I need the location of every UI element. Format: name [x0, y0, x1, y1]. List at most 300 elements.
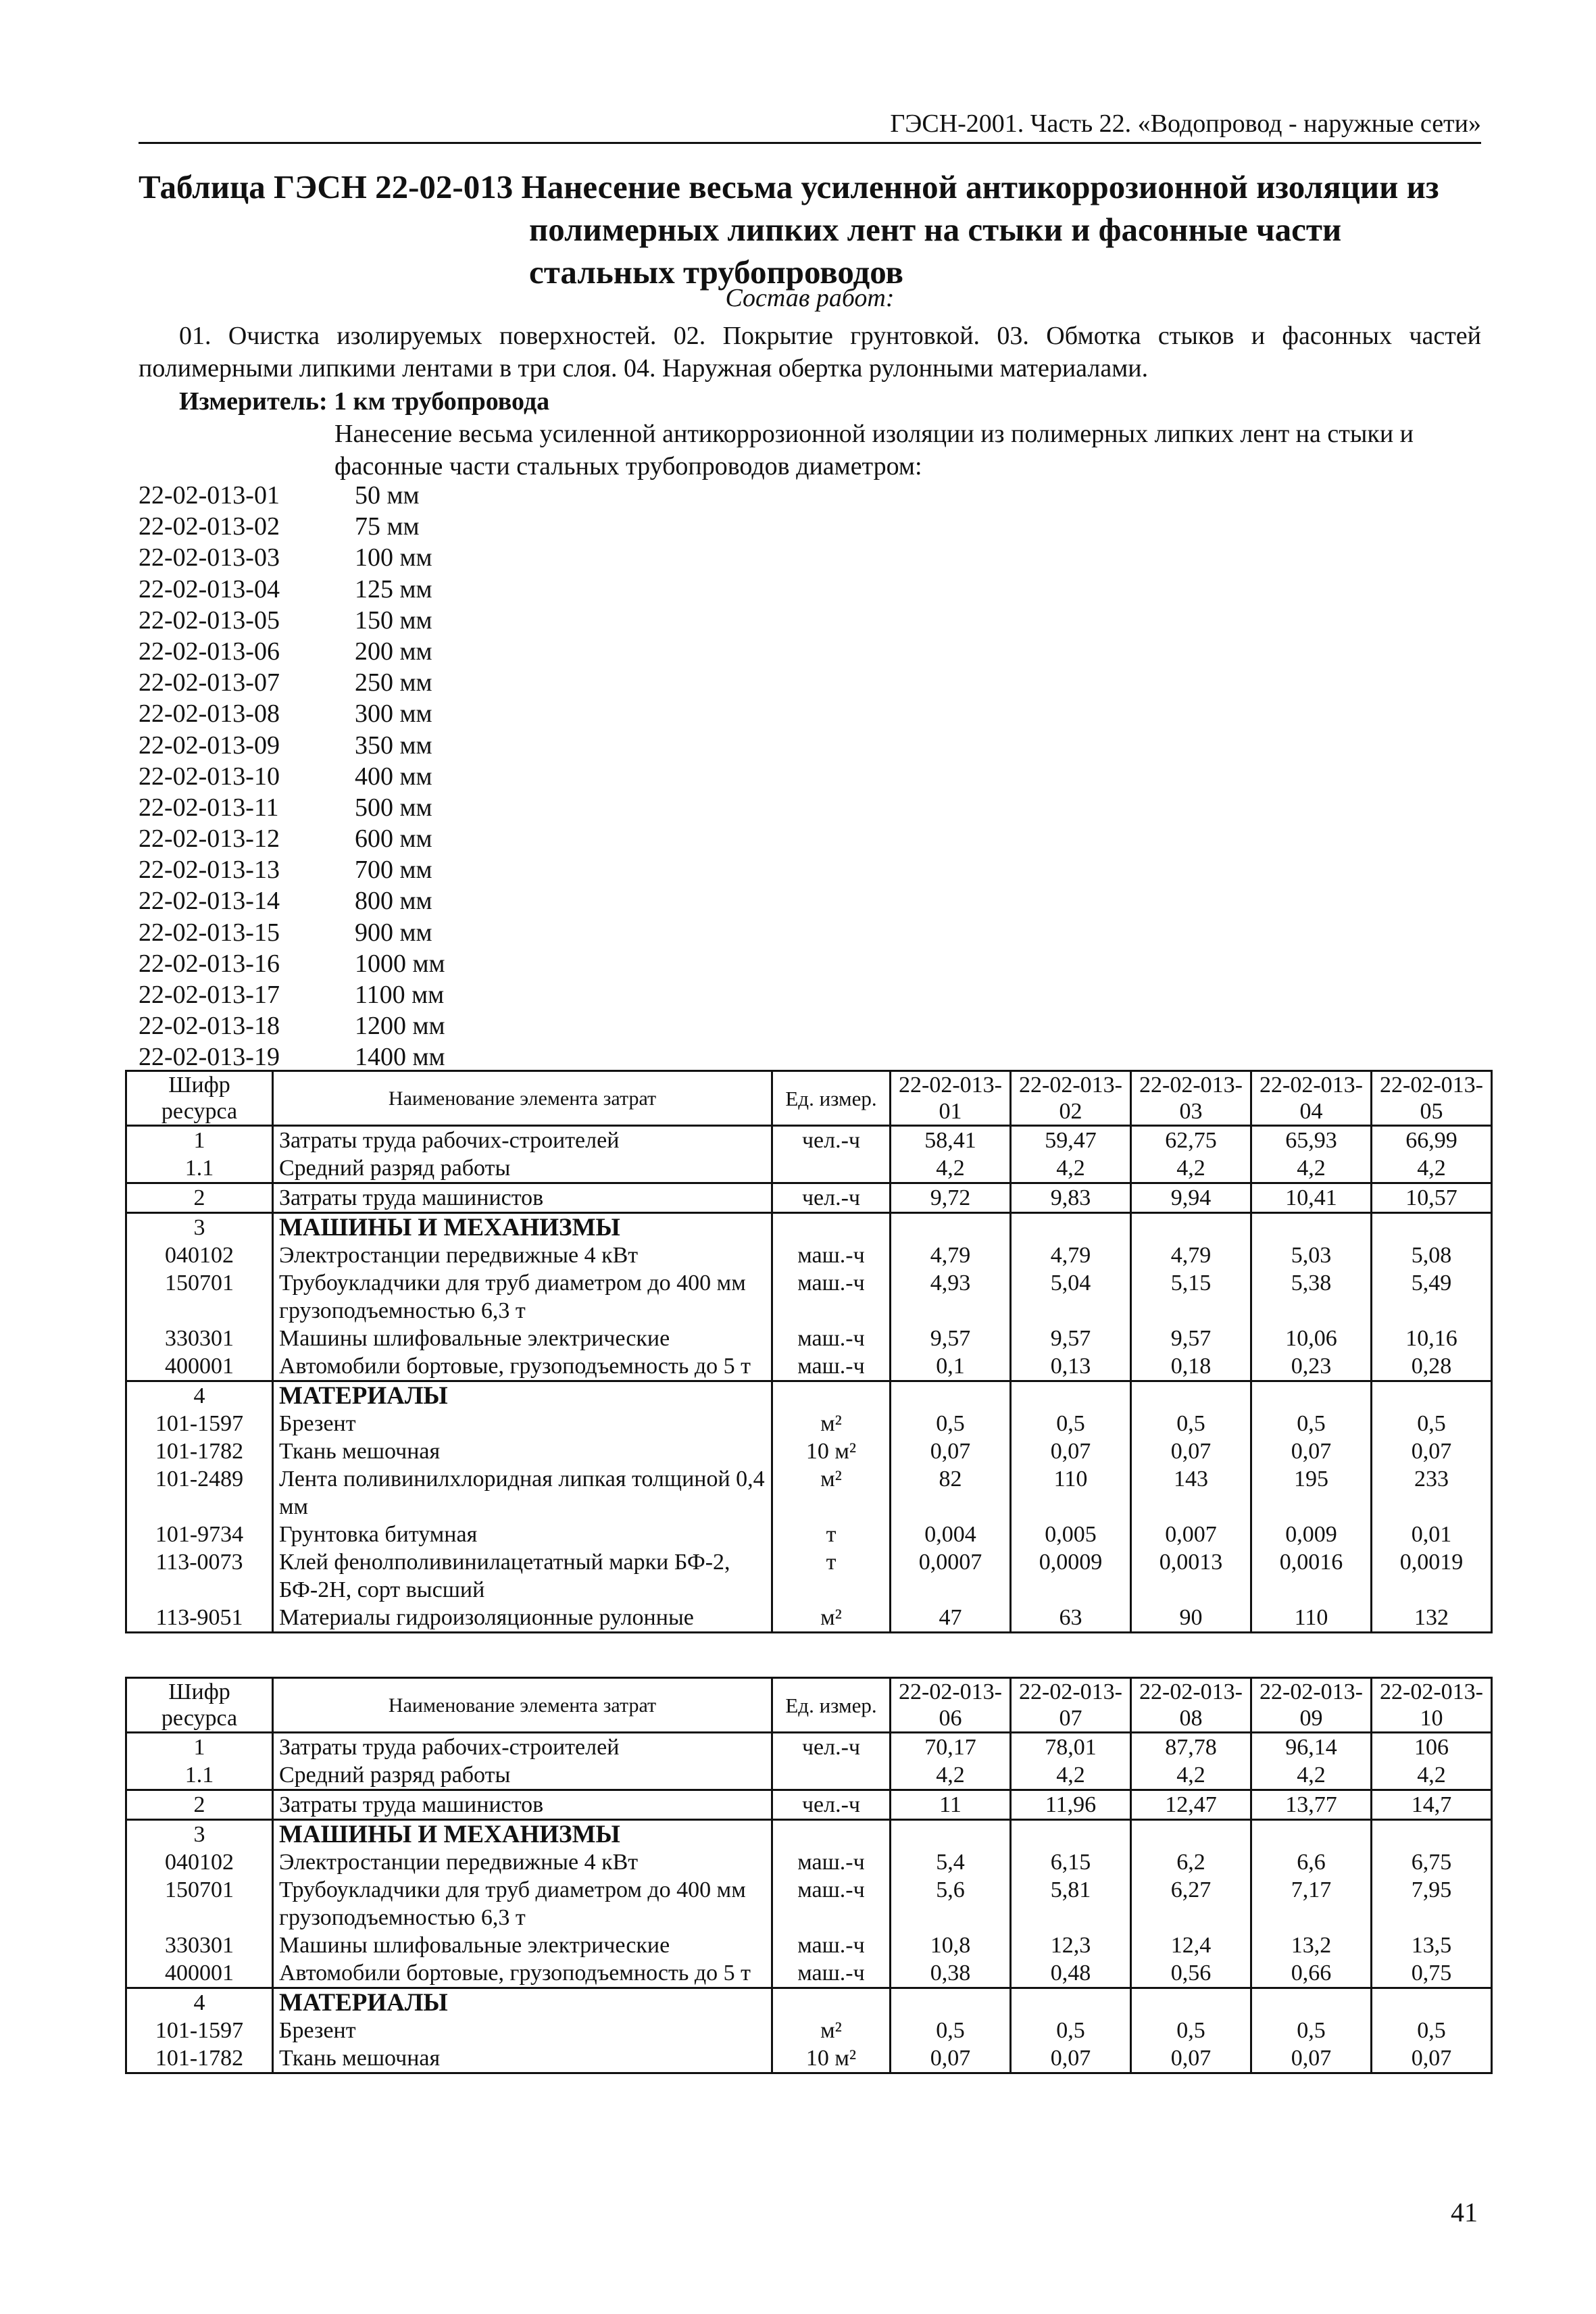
norm-code: 22-02-013-10	[139, 762, 280, 791]
norm-code: 22-02-013-04	[139, 574, 280, 604]
table-row	[126, 1931, 1492, 1959]
resource-value: 5,4	[891, 1848, 1011, 1876]
pipe-diameter: 350 мм	[355, 731, 432, 760]
resource-unit: м²	[772, 1465, 891, 1521]
resource-value	[1131, 1213, 1251, 1242]
resource-code: 040102	[126, 1848, 273, 1876]
header-code: Шифр ресурса	[126, 1071, 273, 1126]
resource-value: 9,57	[1131, 1325, 1251, 1352]
resource-value: 10,16	[1372, 1325, 1492, 1352]
table-row	[126, 1325, 1492, 1352]
resource-value	[1251, 1381, 1372, 1410]
resource-value: 0,5	[1372, 1410, 1492, 1437]
resource-name: Машины шлифовальные электрические	[273, 1931, 772, 1959]
pipe-diameter: 700 мм	[355, 856, 432, 885]
resource-unit: маш.-ч	[772, 1848, 891, 1876]
resource-value: 59,47	[1011, 1126, 1131, 1155]
header-column: 22-02-013-06	[891, 1678, 1011, 1733]
resource-name: МАШИНЫ И МЕХАНИЗМЫ	[273, 1213, 772, 1242]
resource-value: 0,0016	[1251, 1548, 1372, 1604]
measure-unit: Измеритель: 1 км трубопровода	[179, 387, 550, 416]
code-list-item	[139, 854, 557, 885]
resource-value: 65,93	[1251, 1126, 1372, 1155]
table-title	[139, 166, 1490, 293]
resource-value: 11	[891, 1790, 1011, 1820]
norm-code: 22-02-013-02	[139, 512, 280, 541]
norm-code: 22-02-013-17	[139, 981, 280, 1009]
norm-code: 22-02-013-12	[139, 824, 280, 854]
resource-name: Лента поливинилхлоридная липкая толщиной 0,4 мм	[273, 1465, 772, 1521]
resource-value	[1251, 1988, 1372, 2017]
resource-unit	[772, 1988, 891, 2017]
resource-name: Автомобили бортовые, грузоподъемность до 5 т	[273, 1959, 772, 1988]
resource-value: 9,57	[891, 1325, 1011, 1352]
pipe-diameter: 1400 мм	[355, 1043, 445, 1072]
resource-value: 82	[891, 1465, 1011, 1521]
code-list-item	[139, 511, 557, 542]
resource-value: 10,06	[1251, 1325, 1372, 1352]
pipe-diameter: 800 мм	[355, 887, 432, 916]
norm-code: 22-02-013-16	[139, 949, 280, 978]
norm-code: 22-02-013-09	[139, 731, 280, 760]
code-list-item	[139, 792, 557, 823]
resource-value: 0,1	[891, 1352, 1011, 1381]
table-row	[126, 1381, 1492, 1410]
resource-code: 4	[126, 1381, 273, 1410]
resource-unit: маш.-ч	[772, 1352, 891, 1381]
resource-value: 4,2	[1011, 1154, 1131, 1183]
norm-code: 22-02-013-11	[139, 793, 279, 822]
resource-value: 0,13	[1011, 1352, 1131, 1381]
resource-code: 4	[126, 1988, 273, 2017]
resource-value: 6,75	[1372, 1848, 1492, 1876]
resource-code: 3	[126, 1820, 273, 1849]
table-row	[126, 1848, 1492, 1876]
resource-value: 62,75	[1131, 1126, 1251, 1155]
code-list-item	[139, 574, 557, 605]
code-list-item	[139, 480, 557, 511]
resource-value: 0,5	[1251, 1410, 1372, 1437]
norm-code: 22-02-013-18	[139, 1012, 280, 1041]
resource-value: 4,2	[1131, 1154, 1251, 1183]
resource-value: 96,14	[1251, 1733, 1372, 1762]
resource-unit: 10 м²	[772, 1437, 891, 1465]
pipe-diameter: 75 мм	[355, 512, 420, 541]
resource-value: 0,5	[1011, 1410, 1131, 1437]
resource-value: 0,5	[1372, 2017, 1492, 2044]
resource-value	[1372, 1988, 1492, 2017]
resource-name: Затраты труда машинистов	[273, 1183, 772, 1213]
resource-unit: маш.-ч	[772, 1959, 891, 1988]
resource-value	[891, 1988, 1011, 2017]
resource-value: 5,04	[1011, 1269, 1131, 1325]
resource-code: 101-1597	[126, 2017, 273, 2044]
resource-name: МАШИНЫ И МЕХАНИЗМЫ	[273, 1820, 772, 1849]
table-row	[126, 1126, 1492, 1155]
header-column: 22-02-013-05	[1372, 1071, 1492, 1126]
resource-code: 1	[126, 1126, 273, 1155]
resource-value	[1011, 1381, 1131, 1410]
resource-name: Электростанции передвижные 4 кВт	[273, 1241, 772, 1269]
resource-value	[1131, 1988, 1251, 2017]
resource-name: МАТЕРИАЛЫ	[273, 1381, 772, 1410]
header-name: Наименование элемента затрат	[273, 1071, 772, 1126]
code-list-item	[139, 698, 557, 729]
resource-code: 2	[126, 1183, 273, 1213]
resource-name: Средний разряд работы	[273, 1154, 772, 1183]
norm-description: Нанесение весьма усиленной антикоррозионной изоляции из полимерных липких лент на стыки и фасонные части стальных трубопроводов диаметром:	[334, 420, 1414, 481]
work-composition-heading: Состав работ:	[725, 284, 895, 312]
norm-code: 22-02-013-15	[139, 918, 280, 947]
resource-name: Электростанции передвижные 4 кВт	[273, 1848, 772, 1876]
page-number: 41	[1451, 2197, 1478, 2227]
table-row	[126, 1733, 1492, 1762]
resource-value: 58,41	[891, 1126, 1011, 1155]
resource-value: 9,83	[1011, 1183, 1131, 1213]
resource-value: 4,2	[1131, 1761, 1251, 1790]
resource-value: 6,27	[1131, 1876, 1251, 1931]
table-row	[126, 1521, 1492, 1548]
table-title-line-3: стальных трубопроводов	[529, 253, 903, 291]
norm-code: 22-02-013-13	[139, 856, 280, 885]
resource-unit	[772, 1761, 891, 1790]
resource-value: 10,41	[1251, 1183, 1372, 1213]
code-list-item	[139, 1010, 557, 1041]
resource-name: Трубоукладчики для труб диаметром до 400 мм грузоподъемностью 6,3 т	[273, 1876, 772, 1931]
resource-value: 5,38	[1251, 1269, 1372, 1325]
resource-value: 13,5	[1372, 1931, 1492, 1959]
resource-unit: маш.-ч	[772, 1931, 891, 1959]
resource-code: 113-0073	[126, 1548, 273, 1604]
resource-code: 113-9051	[126, 1604, 273, 1633]
pipe-diameter: 900 мм	[355, 918, 432, 947]
resource-code: 101-1782	[126, 2044, 273, 2073]
code-list-item	[139, 636, 557, 667]
resource-name: Брезент	[273, 2017, 772, 2044]
table-row	[126, 1213, 1492, 1242]
resource-value: 0,0009	[1011, 1548, 1131, 1604]
header-column: 22-02-013-01	[891, 1071, 1011, 1126]
resource-value	[1131, 1381, 1251, 1410]
resource-value: 4,2	[891, 1154, 1011, 1183]
resource-value: 9,94	[1131, 1183, 1251, 1213]
resource-unit: 10 м²	[772, 2044, 891, 2073]
table-row	[126, 1183, 1492, 1213]
resource-value: 47	[891, 1604, 1011, 1633]
resource-value: 0,07	[1372, 1437, 1492, 1465]
resource-value: 9,57	[1011, 1325, 1131, 1352]
resource-value: 70,17	[891, 1733, 1011, 1762]
resource-value: 4,2	[1372, 1154, 1492, 1183]
resource-name: Ткань мешочная	[273, 2044, 772, 2073]
resource-value: 4,79	[1011, 1241, 1131, 1269]
resource-value: 110	[1251, 1604, 1372, 1633]
resource-value: 0,48	[1011, 1959, 1131, 1988]
header-column: 22-02-013-10	[1372, 1678, 1492, 1733]
resource-value: 13,2	[1251, 1931, 1372, 1959]
header-unit: Ед. измер.	[772, 1678, 891, 1733]
resource-unit: чел.-ч	[772, 1790, 891, 1820]
resource-value	[1372, 1381, 1492, 1410]
resource-name: Затраты труда рабочих-строителей	[273, 1126, 772, 1155]
code-list-item	[139, 917, 557, 948]
resource-value: 0,0013	[1131, 1548, 1251, 1604]
resource-value: 12,4	[1131, 1931, 1251, 1959]
resource-unit: чел.-ч	[772, 1733, 891, 1762]
resource-value: 0,0019	[1372, 1548, 1492, 1604]
resource-value: 143	[1131, 1465, 1251, 1521]
resource-value: 63	[1011, 1604, 1131, 1633]
resource-name: МАТЕРИАЛЫ	[273, 1988, 772, 2017]
resource-value: 0,28	[1372, 1352, 1492, 1381]
norm-table-1	[125, 1070, 1493, 1633]
resource-value: 0,5	[891, 1410, 1011, 1437]
resource-unit: т	[772, 1548, 891, 1604]
resource-value: 0,07	[1131, 2044, 1251, 2073]
resource-value	[1011, 1988, 1131, 2017]
resource-unit: м²	[772, 2017, 891, 2044]
code-list-item	[139, 542, 557, 573]
code-list-item	[139, 667, 557, 698]
resource-unit	[772, 1154, 891, 1183]
resource-unit: чел.-ч	[772, 1183, 891, 1213]
resource-value	[1251, 1820, 1372, 1849]
resource-value: 0,5	[1131, 2017, 1251, 2044]
resource-value: 4,2	[1011, 1761, 1131, 1790]
resource-value: 106	[1372, 1733, 1492, 1762]
resource-value: 78,01	[1011, 1733, 1131, 1762]
resource-value	[1251, 1213, 1372, 1242]
pipe-diameter: 100 мм	[355, 543, 432, 572]
resource-unit: м²	[772, 1410, 891, 1437]
table-row	[126, 1790, 1492, 1820]
norm-code: 22-02-013-05	[139, 606, 280, 635]
resource-code: 101-9734	[126, 1521, 273, 1548]
resource-code: 101-2489	[126, 1465, 273, 1521]
resource-code: 150701	[126, 1876, 273, 1931]
resource-value	[1011, 1213, 1131, 1242]
table-row	[126, 1410, 1492, 1437]
resource-name: Материалы гидроизоляционные рулонные	[273, 1604, 772, 1633]
resource-value	[1372, 1213, 1492, 1242]
resource-value: 0,07	[1011, 2044, 1131, 2073]
resource-unit: маш.-ч	[772, 1269, 891, 1325]
resource-code: 400001	[126, 1959, 273, 1988]
resource-unit	[772, 1381, 891, 1410]
resource-unit: маш.-ч	[772, 1325, 891, 1352]
resource-value: 90	[1131, 1604, 1251, 1633]
table-row	[126, 1876, 1492, 1931]
header-column: 22-02-013-07	[1011, 1678, 1131, 1733]
resource-value: 5,49	[1372, 1269, 1492, 1325]
resource-value: 0,38	[891, 1959, 1011, 1988]
resource-value	[1131, 1820, 1251, 1849]
table-title-line-2: полимерных липких лент на стыки и фасонные части	[529, 211, 1342, 248]
resource-name: Ткань мешочная	[273, 1437, 772, 1465]
pipe-diameter: 150 мм	[355, 606, 432, 635]
resource-value: 0,004	[891, 1521, 1011, 1548]
resource-unit: маш.-ч	[772, 1241, 891, 1269]
norm-code: 22-02-013-14	[139, 887, 280, 916]
code-list-item	[139, 605, 557, 636]
code-list-item	[139, 730, 557, 761]
header-column: 22-02-013-03	[1131, 1071, 1251, 1126]
resource-value: 0,66	[1251, 1959, 1372, 1988]
resource-value	[891, 1213, 1011, 1242]
resource-value: 0,23	[1251, 1352, 1372, 1381]
resource-code: 150701	[126, 1269, 273, 1325]
code-list-item	[139, 1041, 557, 1073]
resource-value	[891, 1820, 1011, 1849]
resource-value: 11,96	[1011, 1790, 1131, 1820]
resource-value: 4,93	[891, 1269, 1011, 1325]
work-composition-text: 01. Очистка изолируемых поверхностей. 02. Покрытие грунтовкой. 03. Обмотка стыков и фасонных частей полимерными липкими лентами в три слоя. 04. Наружная обертка рулонными материалами.	[139, 322, 1481, 383]
pipe-diameter: 50 мм	[355, 481, 420, 510]
pipe-diameter: 1000 мм	[355, 949, 445, 978]
resource-name: Грунтовка битумная	[273, 1521, 772, 1548]
resource-value: 0,007	[1131, 1521, 1251, 1548]
resource-code: 2	[126, 1790, 273, 1820]
header-column: 22-02-013-04	[1251, 1071, 1372, 1126]
pipe-diameter: 600 мм	[355, 824, 432, 854]
table-row	[126, 2017, 1492, 2044]
resource-code: 040102	[126, 1241, 273, 1269]
resource-value: 5,15	[1131, 1269, 1251, 1325]
resource-value: 7,17	[1251, 1876, 1372, 1931]
resource-value: 6,6	[1251, 1848, 1372, 1876]
resource-value: 233	[1372, 1465, 1492, 1521]
code-list	[139, 480, 557, 1073]
resource-value: 195	[1251, 1465, 1372, 1521]
resource-code: 1.1	[126, 1154, 273, 1183]
resource-name: Затраты труда машинистов	[273, 1790, 772, 1820]
table-row	[126, 1352, 1492, 1381]
table-row	[126, 1761, 1492, 1790]
resource-value: 0,5	[1251, 2017, 1372, 2044]
resource-value: 4,2	[1251, 1761, 1372, 1790]
pipe-diameter: 250 мм	[355, 668, 432, 697]
resource-unit: м²	[772, 1604, 891, 1633]
table-row	[126, 1959, 1492, 1988]
resource-value: 132	[1372, 1604, 1492, 1633]
norm-code: 22-02-013-01	[139, 481, 280, 510]
resource-value: 0,75	[1372, 1959, 1492, 1988]
resource-unit	[772, 1820, 891, 1849]
resource-name: Клей фенолполивинилацетатный марки БФ-2, БФ-2Н, сорт высший	[273, 1548, 772, 1604]
table-row	[126, 1604, 1492, 1633]
resource-value: 0,07	[1251, 1437, 1372, 1465]
resource-value: 0,5	[891, 2017, 1011, 2044]
resource-name: Машины шлифовальные электрические	[273, 1325, 772, 1352]
resource-value: 66,99	[1372, 1126, 1492, 1155]
norm-code: 22-02-013-03	[139, 543, 280, 572]
resource-value: 13,77	[1251, 1790, 1372, 1820]
resource-code: 101-1597	[126, 1410, 273, 1437]
code-list-item	[139, 761, 557, 792]
table-row	[126, 2044, 1492, 2073]
header-unit: Ед. измер.	[772, 1071, 891, 1126]
code-list-item	[139, 979, 557, 1010]
table-row	[126, 1820, 1492, 1849]
running-header: ГЭСН-2001. Часть 22. «Водопровод - наружные сети»	[139, 108, 1481, 144]
pipe-diameter: 200 мм	[355, 637, 432, 666]
resource-value: 0,07	[1251, 2044, 1372, 2073]
norm-table-2	[125, 1677, 1493, 2074]
code-list-item	[139, 885, 557, 916]
header-column: 22-02-013-08	[1131, 1678, 1251, 1733]
resource-value: 6,15	[1011, 1848, 1131, 1876]
resource-value: 9,72	[891, 1183, 1011, 1213]
header-column: 22-02-013-02	[1011, 1071, 1131, 1126]
norm-code: 22-02-013-19	[139, 1043, 280, 1072]
resource-unit: маш.-ч	[772, 1876, 891, 1931]
pipe-diameter: 500 мм	[355, 793, 432, 822]
resource-name: Автомобили бортовые, грузоподъемность до 5 т	[273, 1352, 772, 1381]
resource-name: Брезент	[273, 1410, 772, 1437]
resource-value: 10,8	[891, 1931, 1011, 1959]
resource-value: 0,005	[1011, 1521, 1131, 1548]
resource-unit: т	[772, 1521, 891, 1548]
resource-value	[891, 1381, 1011, 1410]
resource-name: Затраты труда рабочих-строителей	[273, 1733, 772, 1762]
table-row	[126, 1988, 1492, 2017]
pipe-diameter: 125 мм	[355, 574, 432, 604]
resource-code: 1	[126, 1733, 273, 1762]
resource-value: 0,07	[1372, 2044, 1492, 2073]
pipe-diameter: 1100 мм	[355, 981, 445, 1009]
header-name: Наименование элемента затрат	[273, 1678, 772, 1733]
resource-value: 0,07	[891, 2044, 1011, 2073]
resource-value: 87,78	[1131, 1733, 1251, 1762]
resource-value: 12,47	[1131, 1790, 1251, 1820]
resource-value: 0,009	[1251, 1521, 1372, 1548]
resource-value: 5,08	[1372, 1241, 1492, 1269]
resource-value: 4,2	[1372, 1761, 1492, 1790]
resource-unit: чел.-ч	[772, 1126, 891, 1155]
table-title-line-1: Таблица ГЭСН 22-02-013 Нанесение весьма усиленной антикоррозионной изоляции из	[139, 168, 1439, 205]
resource-value: 0,18	[1131, 1352, 1251, 1381]
resource-name: Средний разряд работы	[273, 1761, 772, 1790]
resource-code: 3	[126, 1213, 273, 1242]
code-list-item	[139, 823, 557, 854]
resource-code: 1.1	[126, 1761, 273, 1790]
table-row	[126, 1548, 1492, 1604]
code-list-item	[139, 948, 557, 979]
pipe-diameter: 300 мм	[355, 699, 432, 729]
resource-value: 7,95	[1372, 1876, 1492, 1931]
table-row	[126, 1154, 1492, 1183]
resource-value: 6,2	[1131, 1848, 1251, 1876]
resource-value: 14,7	[1372, 1790, 1492, 1820]
resource-code: 101-1782	[126, 1437, 273, 1465]
pipe-diameter: 400 мм	[355, 762, 432, 791]
pipe-diameter: 1200 мм	[355, 1012, 445, 1041]
header-column: 22-02-013-09	[1251, 1678, 1372, 1733]
table-row	[126, 1437, 1492, 1465]
norm-code: 22-02-013-07	[139, 668, 280, 697]
resource-value: 4,2	[891, 1761, 1011, 1790]
resource-value: 12,3	[1011, 1931, 1131, 1959]
resource-value: 0,5	[1131, 1410, 1251, 1437]
resource-value	[1372, 1820, 1492, 1849]
resource-value: 0,07	[1131, 1437, 1251, 1465]
resource-unit	[772, 1213, 891, 1242]
resource-value: 0,01	[1372, 1521, 1492, 1548]
resource-value: 0,5	[1011, 2017, 1131, 2044]
resource-code: 400001	[126, 1352, 273, 1381]
resource-value: 5,81	[1011, 1876, 1131, 1931]
resource-value: 4,79	[891, 1241, 1011, 1269]
